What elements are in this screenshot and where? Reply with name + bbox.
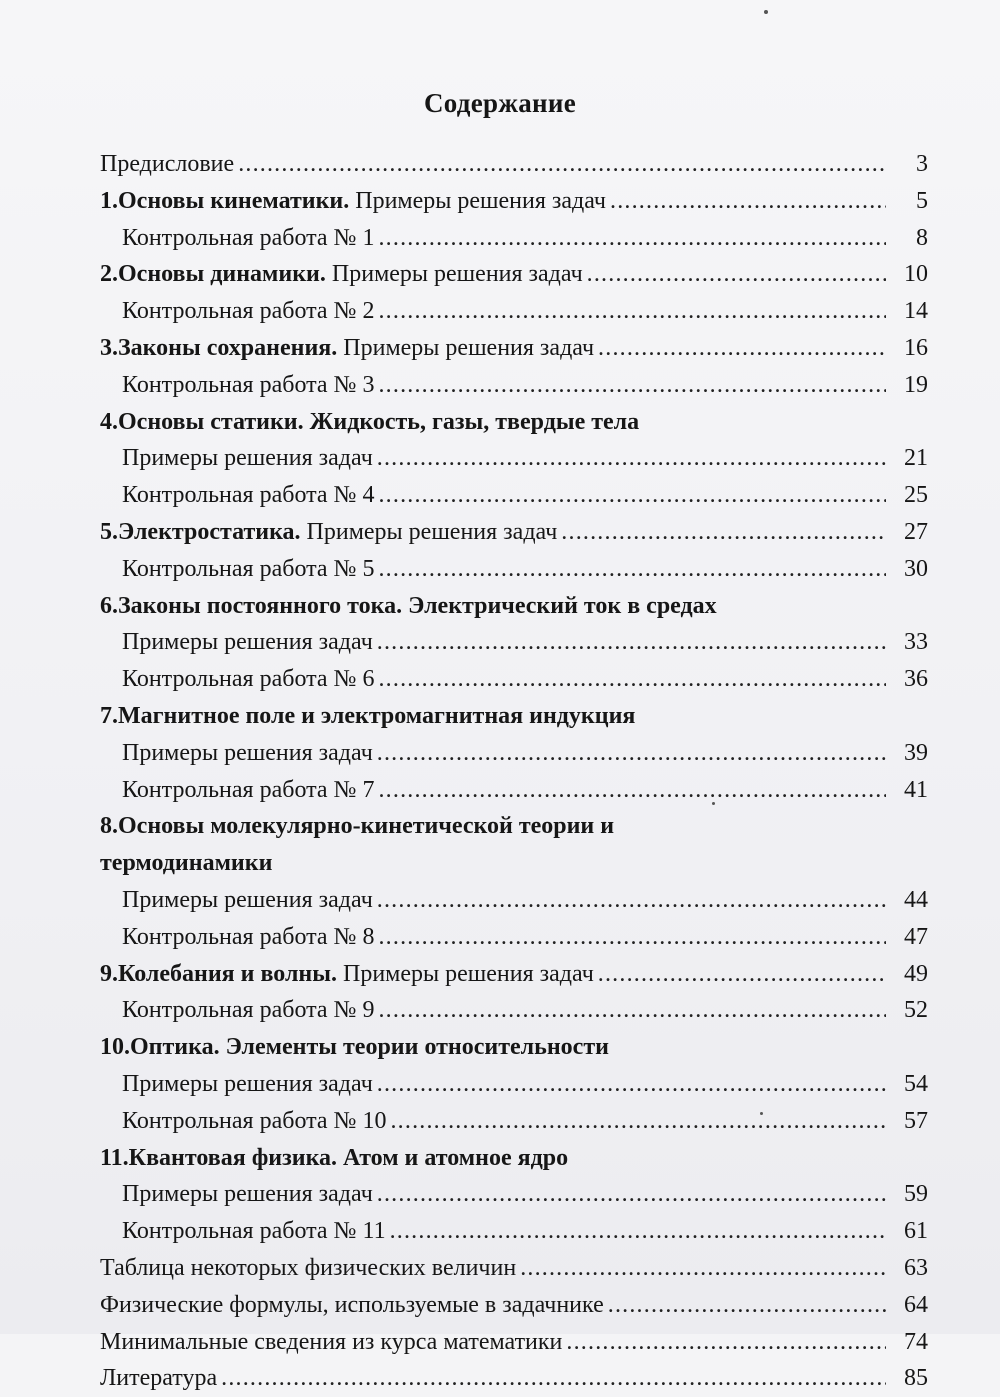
toc-page-number: 41 xyxy=(904,776,928,803)
dot-leader xyxy=(377,1176,886,1213)
chapter-subtitle: Примеры решения задач xyxy=(355,187,606,214)
chapter-subtitle: Примеры решения задач xyxy=(306,518,558,545)
dot-leader xyxy=(378,992,886,1029)
toc-page-number: 3 xyxy=(916,151,928,177)
toc-entry-test-3[interactable] xyxy=(100,367,928,404)
chapter-title: 2.Основы динамики. xyxy=(100,261,326,288)
toc-entry-formulas[interactable] xyxy=(100,1287,928,1324)
chapter-subtitle: Примеры решения задач xyxy=(343,334,595,361)
dot-leader xyxy=(377,882,886,919)
toc-entry-examples-11[interactable] xyxy=(100,1176,928,1213)
dot-leader xyxy=(378,772,886,809)
toc-entry-literature[interactable] xyxy=(100,1360,928,1397)
dot-leader xyxy=(238,146,886,183)
toc-entry-label: Контрольная работа № 2 xyxy=(122,298,375,325)
toc-entry-label: Контрольная работа № 11 xyxy=(122,1218,386,1245)
toc-entry-constants-table[interactable] xyxy=(100,1250,928,1287)
toc-entry-test-4[interactable] xyxy=(100,477,928,514)
toc-heading-chapter-4 xyxy=(100,404,928,441)
dot-leader xyxy=(221,1360,886,1397)
dot-leader xyxy=(377,440,886,477)
table-of-contents xyxy=(100,146,928,1397)
toc-entry-label: Физические формулы, используемые в задачнике xyxy=(100,1291,604,1318)
chapter-subtitle: Примеры решения задач xyxy=(331,261,583,288)
chapter-title: 3.Законы сохранения. xyxy=(100,334,338,361)
toc-page-number: 54 xyxy=(904,1070,928,1097)
toc-page-number: 61 xyxy=(904,1218,928,1245)
dot-leader xyxy=(587,256,886,293)
toc-page-number: 27 xyxy=(904,518,928,545)
dot-leader xyxy=(610,183,886,220)
toc-page-number: 74 xyxy=(904,1328,928,1355)
toc-entry-label: Минимальные сведения из курса математики xyxy=(100,1328,563,1355)
chapter-subtitle: Примеры решения задач xyxy=(343,960,594,987)
toc-page-number: 85 xyxy=(904,1365,928,1392)
toc-entry-label: Контрольная работа № 9 xyxy=(122,997,375,1024)
dot-leader xyxy=(520,1250,886,1287)
toc-entry-test-5[interactable] xyxy=(100,551,928,588)
toc-entry-label: Примеры решения задач xyxy=(122,1070,373,1097)
toc-page-number: 64 xyxy=(904,1291,928,1318)
toc-entry-test-2[interactable] xyxy=(100,293,928,330)
toc-page-number: 10 xyxy=(904,261,928,288)
toc-entry-label: Контрольная работа № 4 xyxy=(122,482,375,509)
toc-entry-examples-10[interactable] xyxy=(100,1066,928,1103)
toc-entry-label: Контрольная работа № 10 xyxy=(122,1107,387,1134)
toc-page-number: 57 xyxy=(904,1107,928,1134)
toc-entry-label: Контрольная работа № 3 xyxy=(122,371,375,398)
toc-entry-test-9[interactable] xyxy=(100,992,928,1029)
dot-leader xyxy=(390,1103,886,1140)
chapter-title: 8.Основы молекулярно-кинетической теории и xyxy=(100,813,615,840)
toc-page-number: 49 xyxy=(904,960,928,987)
dot-leader xyxy=(378,919,886,956)
toc-page-number: 8 xyxy=(916,224,928,251)
toc-entry-test-7[interactable] xyxy=(100,772,928,809)
toc-page-number: 14 xyxy=(904,298,928,325)
dust-speck xyxy=(764,10,768,14)
toc-entry-label: Контрольная работа № 1 xyxy=(122,224,375,251)
toc-heading-chapter-7 xyxy=(100,698,928,735)
chapter-title: 6.Законы постоянного тока. Электрический ток в средах xyxy=(100,592,717,619)
toc-entry-label: Контрольная работа № 6 xyxy=(122,666,375,693)
toc-entry-test-1[interactable] xyxy=(100,220,928,257)
chapter-title: 4.Основы статики. Жидкость, газы, твердые тела xyxy=(100,408,640,435)
dot-leader xyxy=(378,220,886,257)
dot-leader xyxy=(598,956,886,993)
chapter-title: 1.Основы кинематики. xyxy=(100,187,350,214)
toc-entry-chapter-5[interactable] xyxy=(100,514,928,551)
toc-entry-math[interactable] xyxy=(100,1324,928,1361)
dot-leader xyxy=(378,293,886,330)
toc-entry-examples-4[interactable] xyxy=(100,440,928,477)
toc-page-number: 33 xyxy=(904,629,928,656)
toc-page-number: 30 xyxy=(904,555,928,582)
toc-entry-label: Примеры решения задач xyxy=(122,739,373,766)
dot-leader xyxy=(378,477,886,514)
toc-entry-test-11[interactable] xyxy=(100,1213,928,1250)
dot-leader xyxy=(378,661,886,698)
toc-entry-label: Таблица некоторых физических величин xyxy=(100,1254,517,1281)
toc-page-number: 44 xyxy=(904,886,928,913)
toc-heading-chapter-11 xyxy=(100,1140,928,1177)
toc-entry-test-6[interactable] xyxy=(100,661,928,698)
dot-leader xyxy=(566,1324,886,1361)
toc-entry-examples-6[interactable] xyxy=(100,624,928,661)
toc-entry-label: Контрольная работа № 5 xyxy=(122,555,375,582)
toc-entry-label: Примеры решения задач xyxy=(122,445,373,472)
toc-page-number: 39 xyxy=(904,739,928,766)
toc-entry-label: Контрольная работа № 8 xyxy=(122,923,375,950)
chapter-title: 10.Оптика. Элементы теории относительности xyxy=(100,1034,609,1061)
toc-page-number: 63 xyxy=(904,1254,928,1281)
toc-page-number: 19 xyxy=(904,371,928,398)
toc-entry-chapter-9[interactable] xyxy=(100,956,928,993)
toc-page-number: 5 xyxy=(916,187,928,214)
chapter-title: 7.Магнитное поле и электромагнитная индукция xyxy=(100,702,636,729)
chapter-title: 11.Квантовая физика. Атом и атомное ядро xyxy=(100,1144,569,1171)
dot-leader xyxy=(608,1287,886,1324)
toc-heading-chapter-6 xyxy=(100,588,928,625)
chapter-title-continued: термодинамики xyxy=(100,850,273,877)
toc-entry-label: Примеры решения задач xyxy=(122,1181,373,1208)
dot-leader xyxy=(598,330,886,367)
dot-leader xyxy=(378,551,886,588)
toc-entry-examples-8[interactable] xyxy=(100,882,928,919)
toc-entry-label: Предисловие xyxy=(100,151,235,177)
toc-entry-test-10[interactable] xyxy=(100,1103,928,1140)
toc-entry-chapter-3[interactable] xyxy=(100,330,928,367)
toc-page-number: 21 xyxy=(904,445,928,472)
chapter-title: 5.Электростатика. xyxy=(100,518,301,545)
dot-leader xyxy=(377,735,886,772)
toc-page-number: 47 xyxy=(904,923,928,950)
toc-page-number: 59 xyxy=(904,1181,928,1208)
dot-leader xyxy=(377,1066,886,1103)
toc-heading-chapter-8-cont xyxy=(100,845,928,882)
dot-leader xyxy=(378,367,886,404)
toc-entry-chapter-2[interactable] xyxy=(100,256,928,293)
toc-entry-label: Литература xyxy=(100,1365,218,1392)
toc-entry-chapter-1[interactable] xyxy=(100,183,928,220)
toc-page-number: 36 xyxy=(904,666,928,693)
toc-entry-label: Примеры решения задач xyxy=(122,629,373,656)
toc-entry-label: Контрольная работа № 7 xyxy=(122,776,375,803)
toc-heading-chapter-10 xyxy=(100,1029,928,1066)
toc-entry-test-8[interactable] xyxy=(100,919,928,956)
toc-heading-chapter-8 xyxy=(100,808,928,845)
toc-entry-label: Примеры решения задач xyxy=(122,886,373,913)
chapter-title: 9.Колебания и волны. xyxy=(100,960,337,987)
toc-entry-preface[interactable] xyxy=(100,146,928,183)
dot-leader xyxy=(561,514,886,551)
dot-leader xyxy=(390,1213,886,1250)
toc-page-number: 16 xyxy=(904,334,928,361)
toc-page-number: 25 xyxy=(904,482,928,509)
dot-leader xyxy=(377,624,886,661)
toc-page-number: 52 xyxy=(904,997,928,1024)
toc-entry-examples-7[interactable] xyxy=(100,735,928,772)
page-title: Содержание xyxy=(423,88,577,118)
